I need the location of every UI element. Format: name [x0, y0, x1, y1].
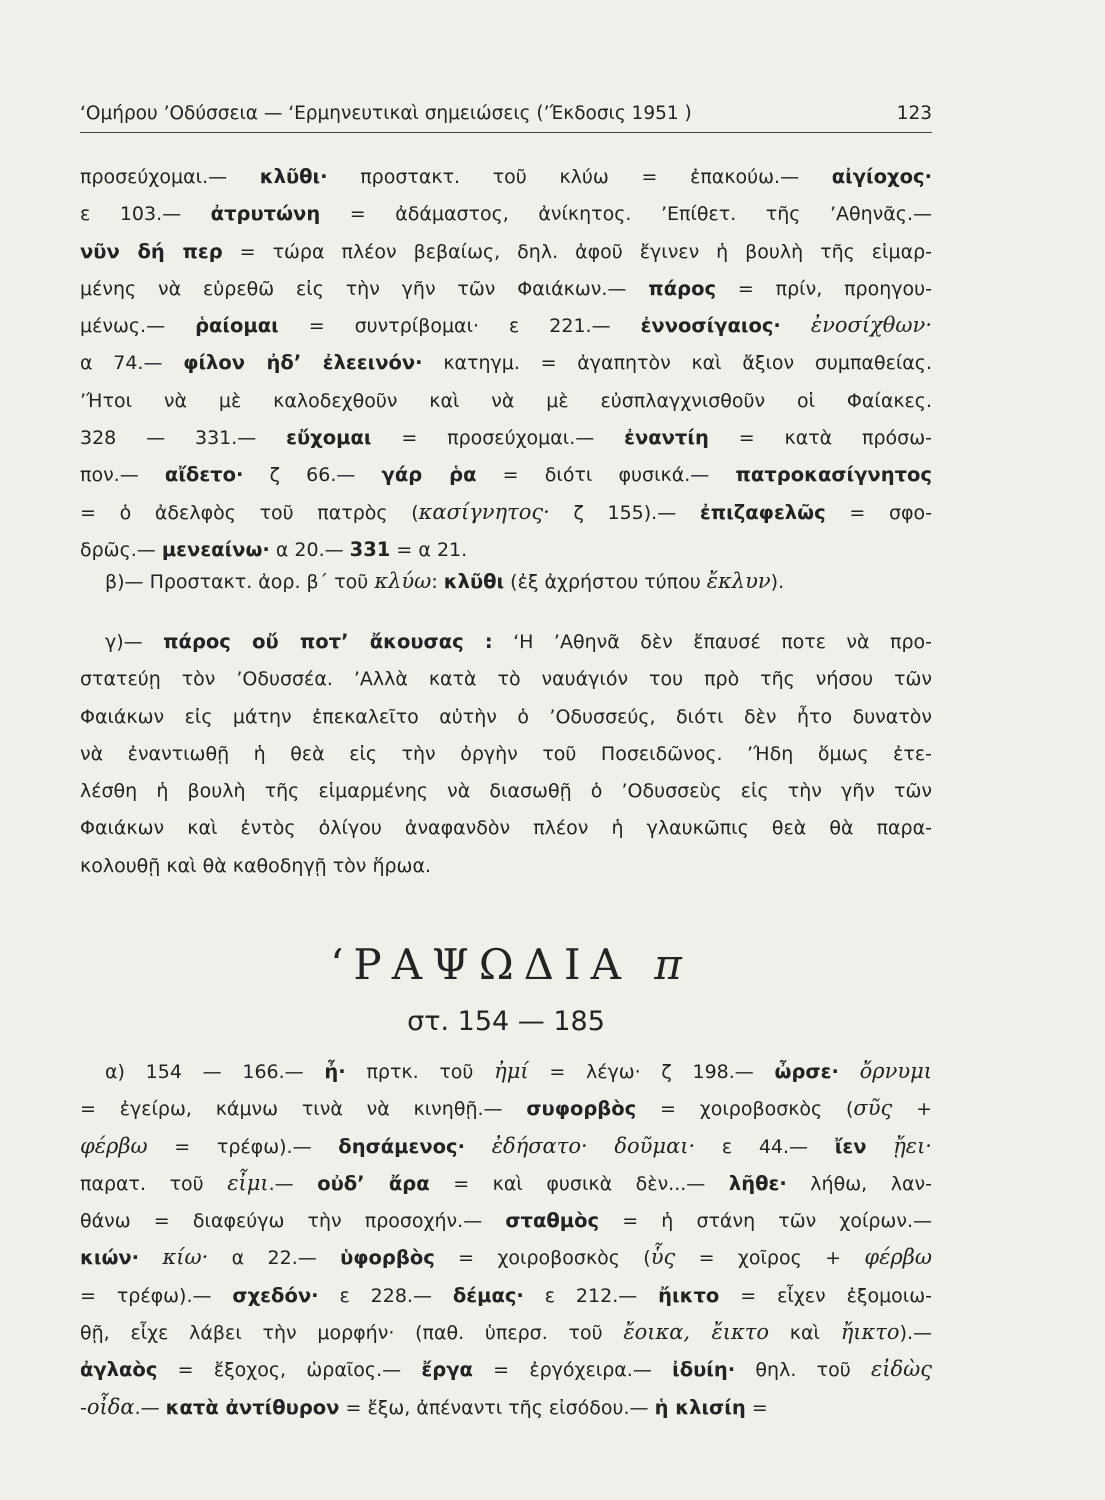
- text-line: [80, 419, 932, 456]
- headword: ἐννοσίγαιος·: [640, 314, 781, 338]
- italic-term: ᾔει·: [893, 1133, 932, 1158]
- line-text: = ἐργόχειρα.—: [472, 1359, 673, 1382]
- line-text: θῇ, εἶχε λάβει τὴν μορφήν· (παθ. ὑπερσ. τοῦ: [80, 1322, 624, 1345]
- text-line: [80, 382, 932, 419]
- line-text: = τώρα πλέον βεβαίως, δηλ. ἀφοῦ ἔγινεν ἡ βουλὴ τῆς εἱμαρ-: [222, 240, 933, 263]
- text-line: [80, 1277, 932, 1314]
- headword: κατὰ ἀντίθυρον: [165, 1395, 340, 1419]
- line-text: +: [892, 1098, 932, 1121]
- line-text: = ἔξω, ἀπέναντι τῆς εἰσόδου.—: [339, 1396, 655, 1419]
- text-line: [80, 1090, 932, 1127]
- headword: κλῦθι·: [259, 165, 328, 188]
- line-text: = καὶ φυσικὰ δὲν...—: [429, 1172, 729, 1195]
- text-line: [80, 623, 932, 660]
- line-text: α 74.—: [80, 352, 184, 375]
- line-text: ε 212.—: [523, 1284, 659, 1307]
- line-text: = πρίν, προηγου-: [716, 277, 933, 300]
- rhapsody-heading: [80, 935, 932, 995]
- line-text: [839, 1061, 860, 1083]
- line-text: ’Ήτοι νὰ μὲ καλοδεχθοῦν καὶ νὰ μὲ εὐσπλαγχνισθοῦν οἱ Φαίακες.: [80, 389, 932, 412]
- line-text: = σφο-: [825, 501, 932, 524]
- text-line: [80, 1128, 932, 1165]
- headword: ὦρσε·: [774, 1060, 839, 1083]
- italic-term: φέρβω: [80, 1133, 148, 1158]
- headword: νῦν δή περ: [80, 239, 223, 263]
- italic-term: ἤικτο: [840, 1320, 900, 1345]
- line-text: α) 154 — 166.—: [105, 1061, 325, 1083]
- line-text: -: [80, 1396, 87, 1419]
- line-text: πον.—: [80, 464, 165, 487]
- text-line: [80, 698, 932, 735]
- line-text: α 20.—: [269, 538, 350, 561]
- headword: οὐδ’ ἄρα: [317, 1171, 430, 1195]
- line-text: :: [431, 571, 444, 593]
- line-text: β)— Προστακτ. ἀορ. β΄ τοῦ: [105, 571, 375, 593]
- line-text: [867, 1136, 894, 1158]
- italic-term: ἐδήσατο·: [491, 1133, 588, 1158]
- line-text: θηλ. τοῦ: [735, 1359, 871, 1382]
- headword: ὑφορβὸς: [340, 1246, 435, 1270]
- text-line: [80, 233, 932, 270]
- text-line: [80, 1389, 932, 1426]
- text-line: [80, 1314, 932, 1351]
- line-text: = τρέφω).—: [147, 1135, 339, 1158]
- text-line: [80, 1239, 932, 1276]
- line-text: ζ 66.—: [243, 464, 382, 487]
- line-text: = προσεύχομαι.—: [371, 427, 625, 450]
- line-text: = κατὰ πρόσω-: [708, 427, 932, 450]
- italic-term: ἠμί: [494, 1059, 529, 1083]
- italic-term: ὄρνυμι: [859, 1059, 933, 1083]
- headword: ἐπιζαφελῶς: [699, 500, 826, 524]
- text-line: [80, 158, 932, 195]
- line-text: = χοιροβοσκὸς (: [636, 1098, 854, 1121]
- headword: 331: [349, 537, 391, 561]
- italic-term: σῦς: [853, 1096, 893, 1121]
- line-text: πρτκ. τοῦ: [345, 1061, 495, 1083]
- text-line: [80, 456, 932, 493]
- text-line: [80, 1053, 932, 1090]
- headword: ἐναντίη: [624, 426, 709, 450]
- running-header: [80, 100, 932, 133]
- line-text: α 22.—: [208, 1247, 341, 1270]
- italic-term: οἶδα: [86, 1394, 135, 1419]
- line-text: (ἐξ ἀχρήστου τύπου: [504, 571, 707, 593]
- verse-range: στ. 154 — 185: [407, 1006, 605, 1037]
- line-text: μένως.—: [80, 315, 196, 338]
- line-text: κατηγμ. = ἀγαπητὸν καὶ ἄξιον συμπαθείας.: [422, 352, 932, 375]
- headword: πάρος οὔ ποτ’ ἄκουσας :: [163, 630, 493, 653]
- line-text: [465, 1136, 492, 1158]
- rhapsody-title: ‘ΡΑΨΩΔΙΑ: [330, 940, 631, 989]
- text-line: [80, 494, 932, 531]
- line-text: ζ 155).—: [549, 501, 700, 524]
- rhapsody-letter: π: [654, 940, 682, 989]
- italic-term: κασίγνητος·: [418, 499, 550, 524]
- line-text: παρατ. τοῦ: [80, 1172, 228, 1195]
- italic-term: εἰδὼς: [870, 1357, 932, 1382]
- line-text: = ὁ ἀδελφὸς τοῦ πατρὸς (: [80, 501, 419, 524]
- line-text: = συντρίβομαι· ε 221.—: [278, 315, 641, 338]
- commentary-paragraph-1: [80, 158, 932, 568]
- line-text: κολουθῇ καὶ θὰ καθοδηγῇ τὸν ἥρωα.: [80, 854, 432, 877]
- italic-term: εἶμι: [227, 1170, 269, 1195]
- line-text: θάνω = διαφεύγω τὴν προσοχήν.—: [80, 1210, 506, 1233]
- headword: δέμας·: [452, 1283, 524, 1307]
- headword: σχεδόν·: [232, 1283, 319, 1307]
- line-text: Φαιάκων εἰς μάτην ἐπεκαλεῖτο αὐτὴν ὁ ’Οδυσσεύς, διότι δὲν ἦτο δυνατὸν: [80, 705, 932, 728]
- headword: ἡ κλισίη: [654, 1395, 746, 1419]
- line-text: νὰ ἐναντιωθῇ ἡ θεὰ εἰς τὴν ὀργὴν τοῦ Ποσειδῶνος. ’Ήδη ὅμως ἐτε-: [80, 742, 932, 765]
- text-line: [80, 772, 932, 809]
- line-text: .—: [268, 1172, 318, 1195]
- headword: πάρος: [648, 276, 717, 300]
- headword: ἤικτο: [658, 1283, 720, 1307]
- line-text: προσεύχομαι.—: [80, 166, 260, 188]
- italic-term: κλύω: [374, 569, 432, 593]
- text-line: [80, 847, 932, 884]
- text-line: [80, 195, 932, 232]
- headword: μενεαίνω·: [161, 537, 270, 561]
- headword: ἀγλαὸς: [80, 1358, 158, 1382]
- text-line: [80, 1165, 932, 1202]
- line-text: Φαιάκων καὶ ἐντὸς ὀλίγου ἀναφανδὸν πλέον ἡ γλαυκῶπις θεὰ θὰ παρα-: [80, 817, 932, 840]
- header-title: ‘Ομήρου ’Οδύσσεια — ‘Ερμηνευτικαὶ σημειώσεις (’Έκδοσις 1951 ): [80, 103, 692, 124]
- line-text: = ἡ στάνη τῶν χοίρων.—: [599, 1210, 932, 1233]
- headword: ἦ·: [324, 1060, 346, 1083]
- text-line: [80, 1351, 932, 1388]
- commentary-paragraph-gamma: [80, 623, 932, 884]
- text-line: [80, 660, 932, 697]
- line-text: ε 44.—: [695, 1135, 835, 1158]
- commentary-paragraph-beta: [80, 563, 932, 600]
- headword: ἰδυίη·: [672, 1358, 736, 1382]
- text-line: [80, 270, 932, 307]
- line-text: δρῶς.—: [80, 538, 162, 561]
- line-text: ε 228.—: [318, 1284, 453, 1307]
- headword: γάρ ῥα: [381, 463, 477, 487]
- text-line: [80, 1202, 932, 1239]
- italic-term: ἐνοσίχθων·: [810, 313, 932, 338]
- line-text: = λέγω· ζ 198.—: [528, 1061, 775, 1083]
- page-number: 123: [896, 103, 932, 124]
- headword: αἴδετο·: [164, 463, 244, 487]
- headword: πατροκασίγνητος: [735, 463, 932, 487]
- line-text: ‘Η ’Αθηνᾶ δὲν ἔπαυσέ ποτε νὰ προ-: [492, 631, 932, 653]
- italic-term: φέρβω: [864, 1245, 932, 1270]
- line-text: ).—: [899, 1322, 933, 1345]
- text-line: [80, 344, 932, 381]
- line-text: = ἀδάμαστος, ἀνίκητος. ’Επίθετ. τῆς ’Αθηνᾶς.—: [320, 203, 932, 226]
- headword: ἀτρυτώνη: [210, 202, 321, 226]
- text-line: [80, 735, 932, 772]
- line-text: = χοιροβοσκὸς (: [434, 1247, 651, 1270]
- italic-term: ἔοικα, ἔικτο: [623, 1320, 770, 1345]
- line-text: = χοῖρος +: [675, 1247, 865, 1270]
- headword: κιών·: [80, 1246, 140, 1270]
- line-text: = α 21.: [390, 538, 468, 561]
- italic-term: ὗς: [650, 1245, 676, 1270]
- headword: ἴεν: [834, 1134, 867, 1158]
- line-text: = τρέφω).—: [80, 1284, 233, 1307]
- headword: εὔχομαι: [286, 426, 372, 450]
- line-text: [781, 315, 811, 337]
- headword: αἰγίοχος·: [831, 165, 932, 188]
- headword: σταθμὸς: [505, 1209, 600, 1233]
- italic-term: δοῦμαι·: [614, 1133, 696, 1158]
- line-text: = ἐγείρω, κάμνω τινὰ νὰ κινηθῇ.—: [80, 1098, 527, 1121]
- line-text: = εἶχεν ἐξομοιω-: [719, 1284, 932, 1307]
- line-text: =: [745, 1396, 768, 1419]
- line-text: καὶ: [769, 1322, 841, 1345]
- line-text: ).: [770, 571, 785, 593]
- headword: ἔργα: [421, 1358, 473, 1382]
- line-text: γ)—: [105, 631, 164, 653]
- headword: συφορβὸς: [526, 1097, 637, 1121]
- text-line: [80, 563, 932, 600]
- headword: δησάμενος·: [338, 1134, 466, 1158]
- line-text: προστακτ. τοῦ κλύω = ἐπακούω.—: [327, 166, 832, 188]
- italic-term: κίω·: [162, 1245, 209, 1270]
- headword: ῥαίομαι: [195, 314, 279, 338]
- line-text: [588, 1136, 615, 1158]
- line-text: = διότι φυσικά.—: [476, 464, 736, 487]
- line-text: λέσθη ἡ βουλὴ τῆς εἱμαρμένης νὰ διασωθῇ ὁ ’Οδυσσεὺς εἰς τὴν γῆν τῶν: [80, 780, 932, 803]
- headword: φίλον ἠδ’ ἐλεεινόν·: [183, 351, 423, 375]
- line-text: ε 103.—: [80, 203, 211, 226]
- text-line: [80, 809, 932, 846]
- line-text: μένης νὰ εὑρεθῶ εἰς τὴν γῆν τῶν Φαιάκων.—: [80, 277, 649, 300]
- headword: λῆθε·: [728, 1171, 787, 1195]
- line-text: 328 — 331.—: [80, 427, 287, 450]
- line-text: στατεύῃ τὸν ’Οδυσσέα. ’Αλλὰ κατὰ τὸ ναυάγιόν του πρὸ τῆς νήσου τῶν: [80, 668, 932, 691]
- headword: κλῦθι: [443, 570, 505, 593]
- line-text: λήθω, λαν-: [786, 1172, 932, 1195]
- line-text: .—: [134, 1396, 166, 1419]
- italic-term: ἔκλυν: [706, 569, 771, 593]
- line-text: [139, 1247, 162, 1269]
- line-text: = ἔξοχος, ὡραῖος.—: [157, 1359, 422, 1382]
- text-line: [80, 307, 932, 344]
- commentary-paragraph-alpha: [80, 1053, 932, 1426]
